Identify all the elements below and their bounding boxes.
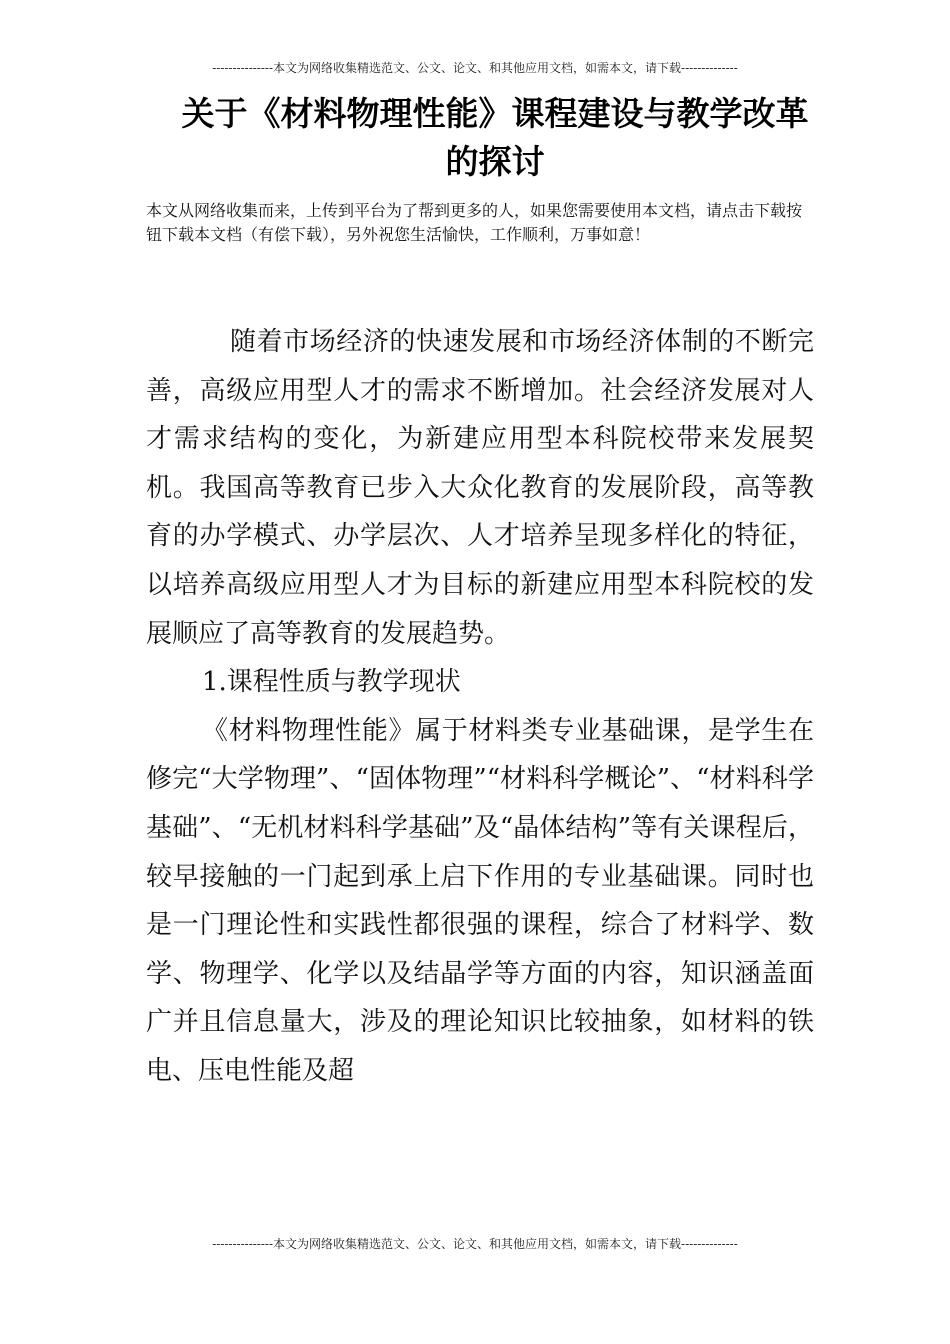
intro-notice: 本文从网络收集而来，上传到平台为了帮到更多的人，如果您需要使用本文档，请点击下载按钮下载本文档（有偿下载），另外祝您生活愉快，工作顺利，万事如意！ <box>146 201 803 244</box>
section-heading: 1.课程性质与教学现状 <box>202 667 461 698</box>
document-title: 关于《材料物理性能》课程建设与教学改革的探讨 <box>181 94 809 181</box>
page-header-note: ---------------本文为网络收集精选范文、公文、论文、和其他应用文档，如需本文，请下载-------------- <box>212 61 738 75</box>
document-body <box>146 318 814 1096</box>
page-footer-note: ---------------本文为网络收集精选范文、公文、论文、和其他应用文档，如需本文，请下载-------------- <box>212 1237 738 1251</box>
body-paragraph: 《材料物理性能》属于材料类专业基础课，是学生在修完“大学物理”、“固体物理”“材料科学概论”、“材料科学基础”、“无机材料科学基础”及“晶体结构”等有关课程后，较早接触的一门起到承上启下作用的专业基础课。同时也是一门理论性和实践性都很强的课程，综合了材料学、数学、物理学、化学以及结晶学等方面的内容，知识涵盖面广并且信息量大，涉及的理论知识比较抽象，如材料的铁电、压电性能及超 <box>146 715 814 1086</box>
body-paragraph: 随着市场经济的快速发展和市场经济体制的不断完善，高级应用型人才的需求不断增加。社会经济发展对人才需求结构的变化，为新建应用型本科院校带来发展契机。我国高等教育已步入大众化教育的发展阶段，高等教育的办学模式、办学层次、人才培养呈现多样化的特征，以培养高级应用型人才为目标的新建应用型本科院校的发展顺应了高等教育的发展趋势。 <box>146 327 814 649</box>
